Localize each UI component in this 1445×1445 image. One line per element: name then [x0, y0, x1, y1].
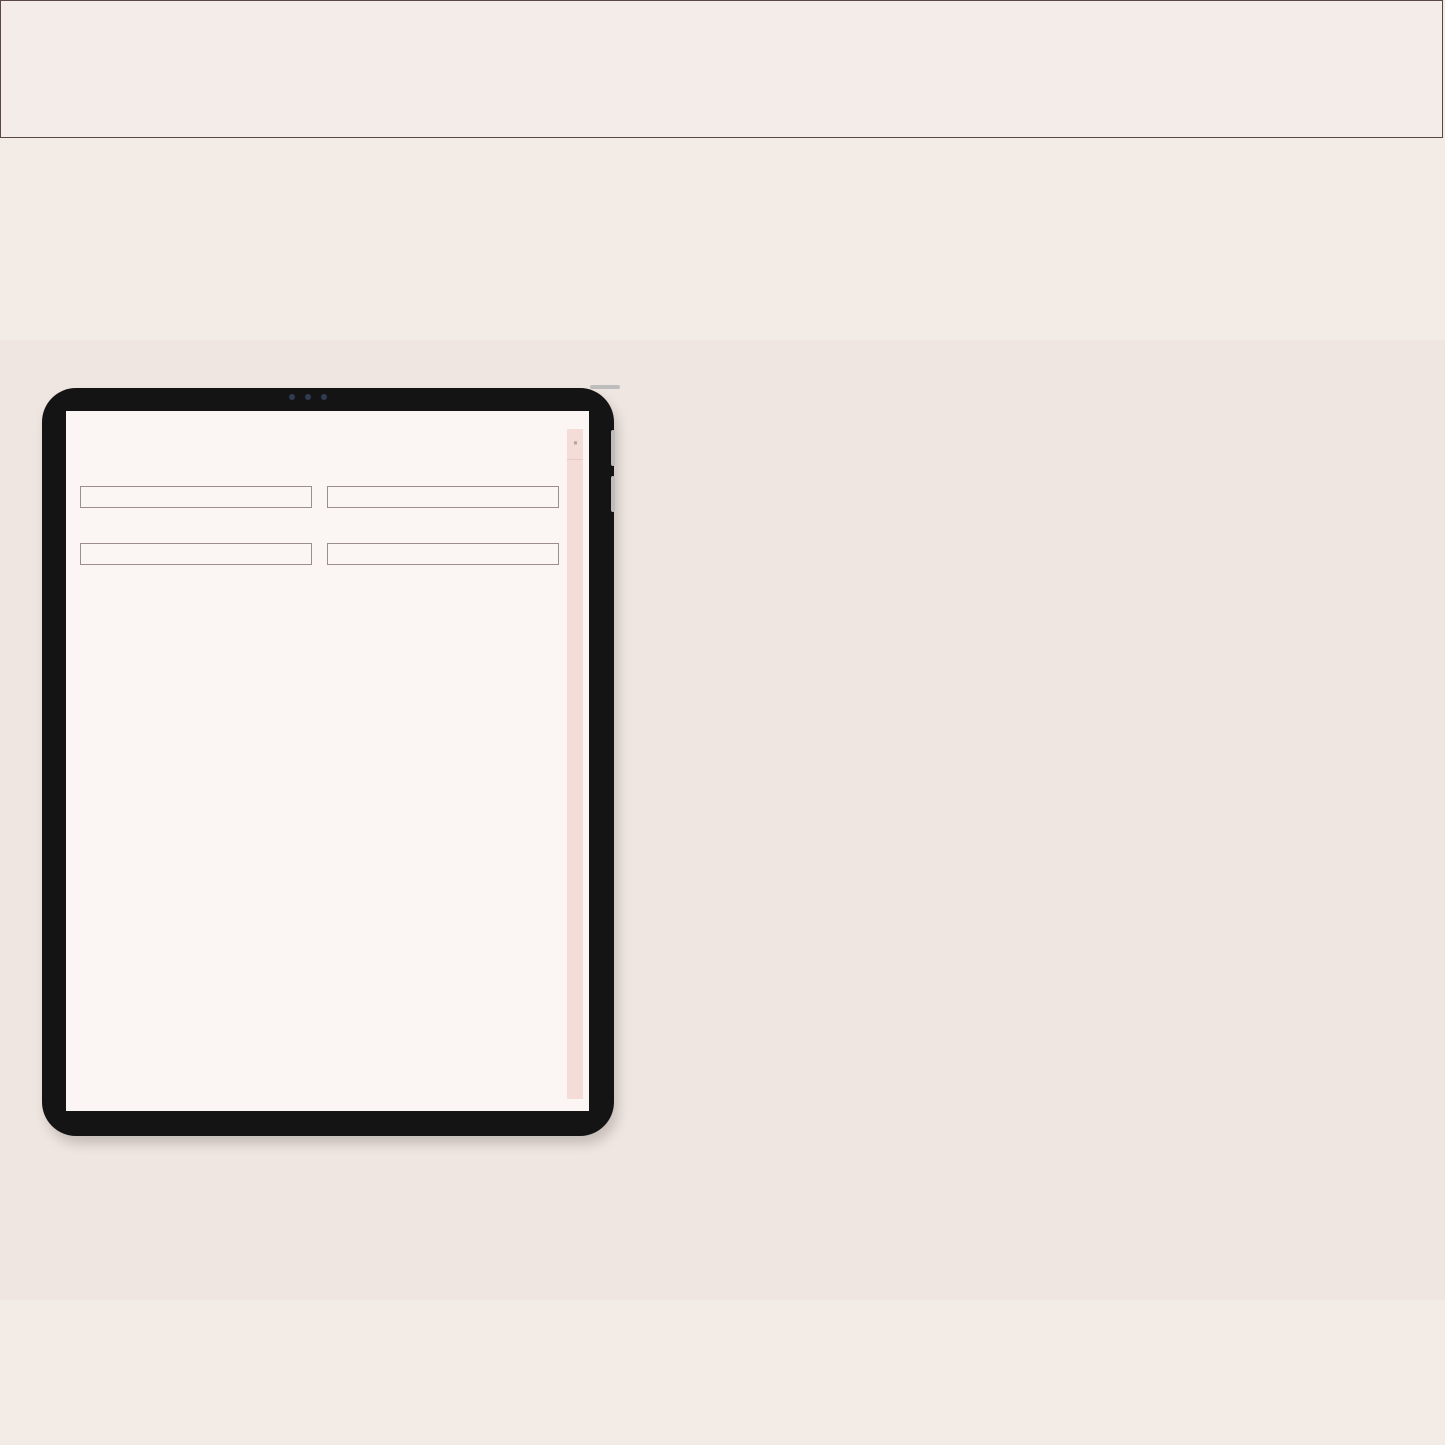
- month-tabs: [567, 429, 583, 1099]
- goal-field[interactable]: [80, 486, 312, 508]
- camera-dot: [305, 394, 311, 400]
- each-icon-field[interactable]: [80, 543, 312, 565]
- tablet-button: [611, 476, 615, 512]
- camera-dot: [289, 394, 295, 400]
- house-icon-grid: [80, 598, 550, 1088]
- tablet-button: [590, 385, 620, 389]
- menu-tab[interactable]: ≡: [567, 429, 583, 460]
- tablet-button: [611, 430, 615, 466]
- start-date-field[interactable]: [327, 486, 559, 508]
- end-date-field[interactable]: [327, 543, 559, 565]
- header-band: [0, 0, 1443, 138]
- camera-dot: [321, 394, 327, 400]
- tablet-screen: [66, 411, 589, 1111]
- bottom-band: [0, 1300, 1445, 1445]
- camera-bar: [283, 392, 333, 403]
